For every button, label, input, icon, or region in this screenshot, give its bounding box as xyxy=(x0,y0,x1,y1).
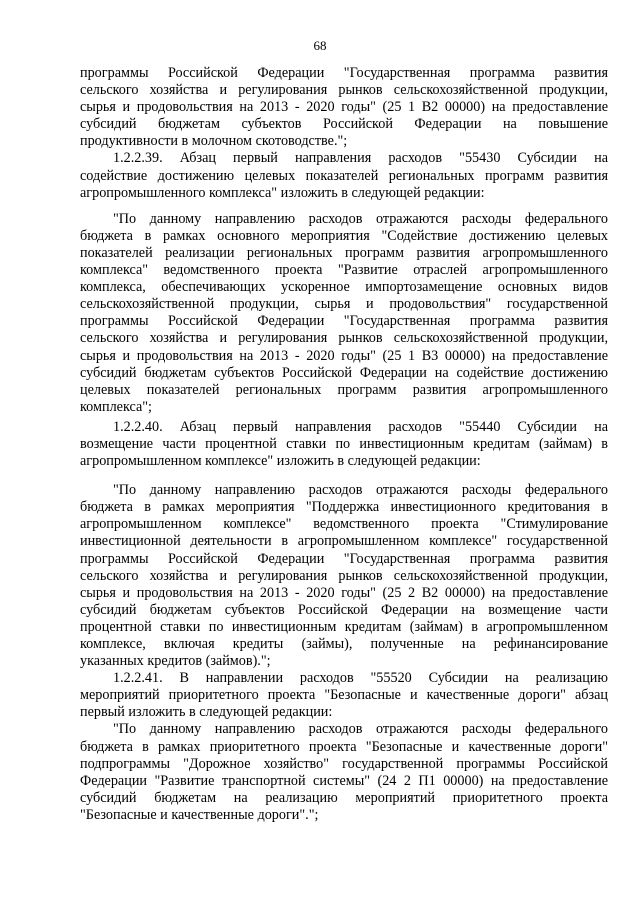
text-line: субсидий бюджетам на реализацию мероприятий приоритетного проекта xyxy=(80,789,608,806)
text-line: сельского хозяйства и регулирования рынков сельскохозяйственной продукции, xyxy=(80,82,608,99)
paragraph-item-1-2-2-41 xyxy=(80,670,608,721)
text-line: "Безопасные и качественные дороги"."; xyxy=(80,806,319,823)
text-line: содействие достижению целевых показателей региональных программ развития xyxy=(80,167,608,184)
paragraph-quote-55440 xyxy=(80,482,608,670)
text-line: программы Российской Федерации "Государственная программа развития xyxy=(80,65,608,81)
text-line: бюджета в рамках основного мероприятия "Содействие достижению целевых xyxy=(80,227,608,244)
paragraph-item-1-2-2-40 xyxy=(80,419,608,470)
text-line: целевых показателей региональных программ развития агропромышленного xyxy=(80,381,608,398)
text-line: 1.2.2.39. Абзац первый направления расходов "55430 Субсидии на xyxy=(113,150,608,167)
text-line: продуктивности в молочном скотоводстве."; xyxy=(80,133,348,150)
text-line: первый изложить в следующей редакции: xyxy=(80,704,333,721)
text-line: сырья и продовольствия на 2013 - 2020 годы" (25 2 В2 00000) на предоставление xyxy=(80,584,608,601)
text-line: 1.2.2.41. В направлении расходов "55520 Субсидии на реализацию xyxy=(113,670,608,687)
text-line: субсидий бюджетам субъектов Российской Федерации на содействие достижению xyxy=(80,364,608,381)
text-line: комплекса, обеспечивающих ускоренное импортозамещение основных видов xyxy=(80,279,608,296)
text-line: агропромышленном комплексе" ведомственного проекта "Стимулирование xyxy=(80,516,608,533)
text-line: субсидий бюджетам субъектов Российской Федерации на повышение xyxy=(80,116,608,133)
document-body xyxy=(80,65,608,824)
text-line: бюджета в рамках мероприятия "Поддержка инвестиционного кредитования в xyxy=(80,499,608,516)
text-line: агропромышленном комплексе" изложить в следующей редакции: xyxy=(80,453,481,470)
text-line: указанных кредитов (займов)."; xyxy=(80,653,271,670)
text-line: 1.2.2.40. Абзац первый направления расходов "55440 Субсидии на xyxy=(113,418,608,435)
text-line: бюджета в рамках приоритетного проекта "Безопасные и качественные дороги" xyxy=(80,738,608,755)
text-line: "По данному направлению расходов отражаются расходы федерального xyxy=(113,210,608,227)
paragraph-quote-55520 xyxy=(80,721,608,824)
text-line: сельского хозяйства и регулирования рынков сельскохозяйственной продукции, xyxy=(80,330,608,347)
text-line: сырья и продовольствия на 2013 - 2020 годы" (25 1 В3 00000) на предоставление xyxy=(80,347,608,364)
text-line: субсидий бюджетам субъектов Российской Федерации на возмещение части xyxy=(80,601,608,618)
text-line: подпрограммы "Дорожное хозяйство" государственной программы Российской xyxy=(80,755,608,772)
text-line: комплекса"; xyxy=(80,398,152,415)
paragraph-quote-55430 xyxy=(80,211,608,416)
paragraph-item-1-2-2-39 xyxy=(80,150,608,201)
text-line: Федерации "Развитие транспортной системы" (24 2 П1 00000) на предоставление xyxy=(80,772,608,789)
text-line: инвестиционной деятельности в агропромышленном комплексе" государственной xyxy=(80,533,608,550)
text-line: сельскохозяйственной продукции, сырья и продовольствия" государственной xyxy=(80,296,608,313)
paragraph-continuation xyxy=(80,65,608,150)
text-line: программы Российской Федерации "Государственная программа развития xyxy=(80,550,608,567)
text-line: сельского хозяйства и регулирования рынков сельскохозяйственной продукции, xyxy=(80,567,608,584)
text-line: мероприятий приоритетного проекта "Безопасные и качественные дороги" абзац xyxy=(80,687,608,704)
page-number: 68 xyxy=(313,38,327,53)
text-line: показателей реализации региональных программ развития агропромышленного xyxy=(80,244,608,261)
text-line: агропромышленного комплекса" изложить в следующей редакции: xyxy=(80,184,485,201)
text-line: программы Российской Федерации "Государственная программа развития xyxy=(80,313,608,330)
text-line: комплексе, включая кредиты (займы), полученные на рефинансирование xyxy=(80,636,608,652)
text-line: процентной ставки по инвестиционным кредитам (займам) в агропромышленном xyxy=(80,618,608,635)
text-line: "По данному направлению расходов отражаются расходы федерального xyxy=(113,721,608,738)
text-line: возмещение части процентной ставки по инвестиционным кредитам (займам) в xyxy=(80,435,608,452)
text-line: "По данному направлению расходов отражаются расходы федерального xyxy=(113,482,608,499)
text-line: комплекса" ведомственного проекта "Развитие отраслей агропромышленного xyxy=(80,262,608,279)
text-line: сырья и продовольствия на 2013 - 2020 годы" (25 1 В2 00000) на предоставление xyxy=(80,99,608,116)
